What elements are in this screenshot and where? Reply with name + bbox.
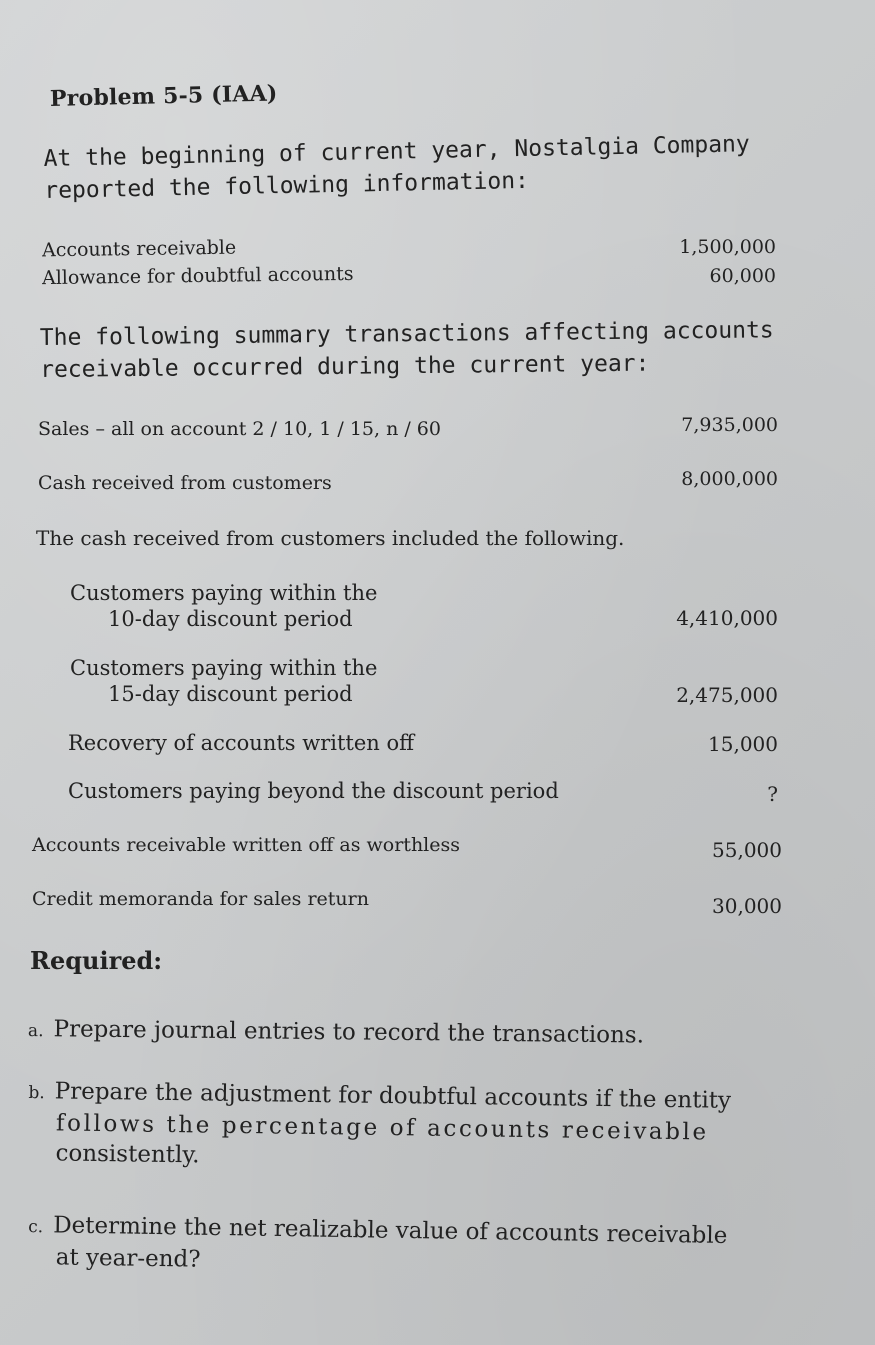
cash-item-15day-line-2: 15-day discount period: [108, 682, 353, 706]
required-b-line-2: follows the percentage of accounts receivable: [55, 1110, 709, 1146]
beginning-value-allowance: 60,000: [709, 265, 776, 287]
other-item-returns: Credit memoranda for sales return: [32, 888, 369, 910]
required-c-line-1: Determine the net realizable value of accounts receivable: [52, 1212, 728, 1249]
transaction-label-cash: Cash received from customers: [38, 472, 332, 494]
required-item-c: [28, 1210, 728, 1283]
cash-item-15day-line-1: Customers paying within the: [70, 656, 378, 680]
transaction-value-cash: 8,000,000: [681, 468, 778, 490]
required-item-a: [28, 1014, 644, 1052]
intro-paragraph: [43, 127, 804, 207]
transaction-label-sales: Sales – all on account 2 / 10, 1 / 15, n / 60: [38, 418, 441, 440]
cash-item-recovery: Recovery of accounts written off: [68, 731, 415, 755]
required-b-line-1: Prepare the adjustment for doubtful accounts if the entity: [54, 1078, 732, 1114]
cash-item-10day-value: 4,410,000: [676, 606, 778, 630]
cash-item-10day-line-1: Customers paying within the: [70, 581, 378, 605]
transaction-value-sales: 7,935,000: [681, 414, 778, 436]
cash-item-beyond-value: ?: [767, 782, 778, 806]
summary-intro-line-2: receivable occurred during the current year:: [40, 350, 650, 383]
intro-line-1: At the beginning of current year, Nostalgia Company: [43, 131, 751, 173]
problem-title: Problem 5-5 (IAA): [49, 80, 278, 112]
beginning-label-ar: Accounts receivable: [41, 236, 237, 262]
summary-intro-line-1: The following summary transactions affecting accounts: [39, 317, 774, 352]
cash-intro: The cash received from customers included the following.: [36, 526, 625, 550]
cash-item-10day: [70, 580, 377, 632]
required-letter-b: b.: [28, 1083, 45, 1104]
beginning-value-ar: 1,500,000: [679, 236, 776, 258]
beginning-label-allowance: Allowance for doubtful accounts: [41, 262, 354, 290]
other-item-writeoff: Accounts receivable written off as worthless: [32, 834, 461, 856]
other-item-writeoff-value: 55,000: [712, 838, 782, 862]
cash-item-10day-line-2: 10-day discount period: [108, 607, 353, 631]
required-letter-c: c.: [28, 1217, 44, 1238]
required-c-line-2: at year-end?: [55, 1244, 201, 1273]
other-item-returns-value: 30,000: [712, 894, 782, 918]
required-title: Required:: [30, 946, 163, 975]
required-a-line-1: Prepare journal entries to record the transactions.: [53, 1016, 645, 1049]
cash-item-15day-value: 2,475,000: [676, 683, 778, 707]
intro-line-2: reported the following information:: [44, 167, 530, 204]
required-b-line-3: consistently.: [55, 1140, 200, 1169]
summary-intro: [40, 314, 775, 386]
required-letter-a: a.: [27, 1021, 44, 1042]
required-item-b: [27, 1076, 731, 1178]
cash-item-beyond: Customers paying beyond the discount period: [68, 779, 559, 803]
cash-item-recovery-value: 15,000: [708, 732, 778, 756]
cash-item-15day: [70, 655, 377, 707]
